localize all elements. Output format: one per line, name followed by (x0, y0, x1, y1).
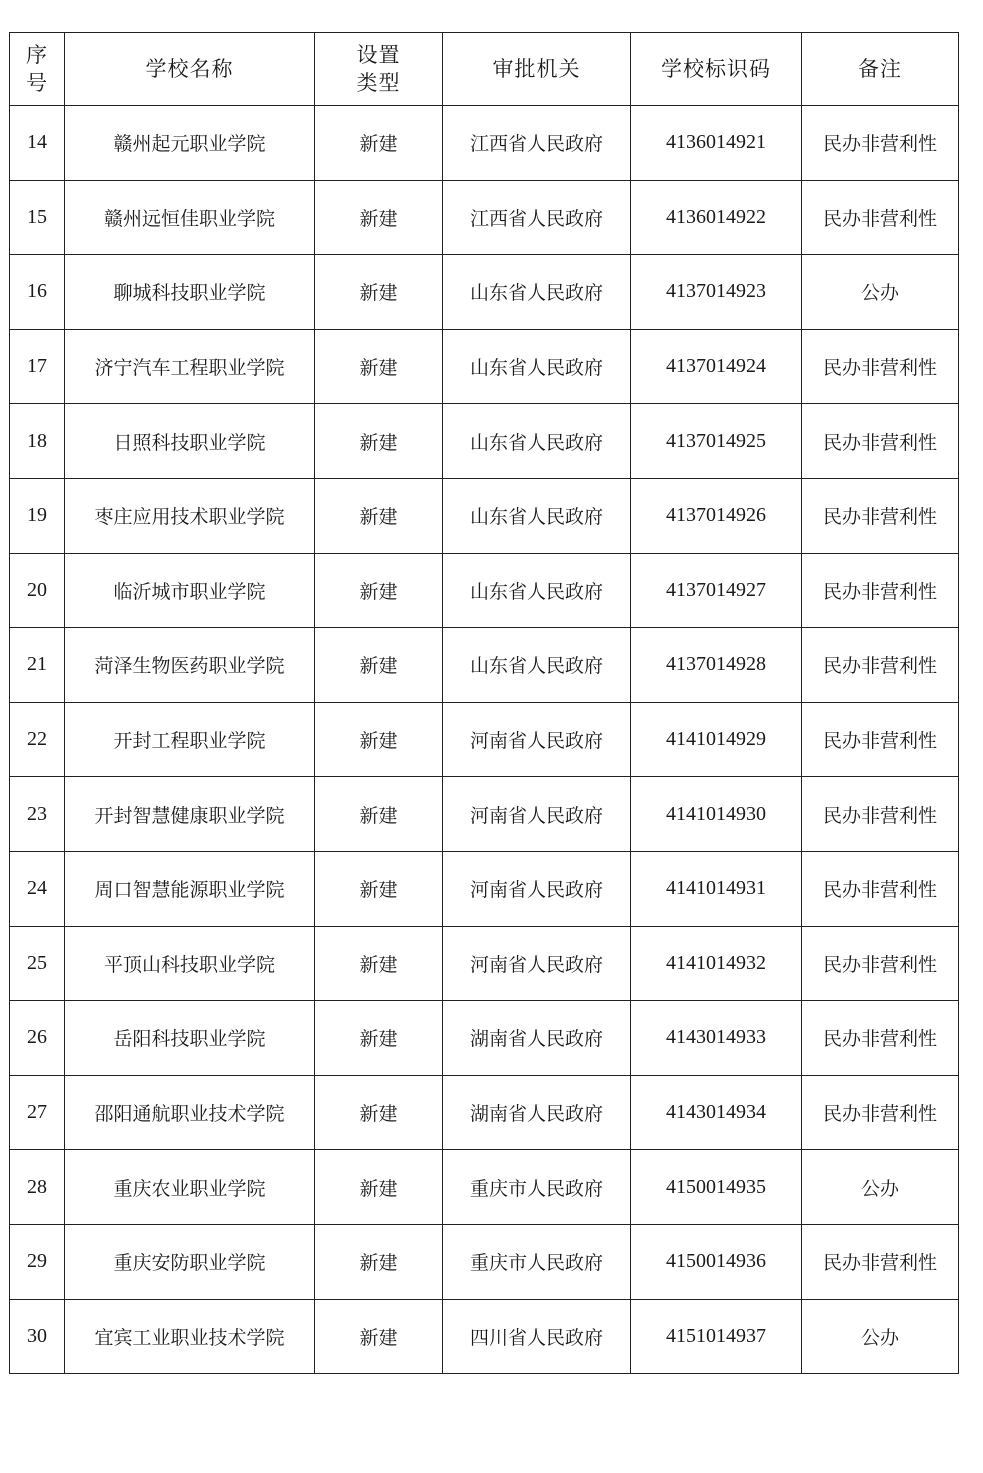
cell-setup-type: 新建 (315, 1224, 443, 1299)
cell-school-code: 4141014931 (631, 851, 802, 926)
cell-remark: 民办非营利性 (802, 180, 959, 255)
cell-seq: 24 (10, 851, 65, 926)
cell-school-name: 聊城科技职业学院 (65, 255, 315, 330)
table-body (10, 106, 959, 1374)
cell-setup-type: 新建 (315, 404, 443, 479)
cell-seq: 28 (10, 1150, 65, 1225)
cell-remark: 民办非营利性 (802, 702, 959, 777)
header-setup-type: 设置类型 (315, 33, 443, 106)
cell-remark: 民办非营利性 (802, 777, 959, 852)
cell-school-name: 赣州起元职业学院 (65, 106, 315, 181)
cell-school-code: 4143014933 (631, 1001, 802, 1076)
table-header-row (10, 33, 959, 106)
cell-setup-type: 新建 (315, 1150, 443, 1225)
cell-approval-authority: 山东省人民政府 (443, 478, 631, 553)
cell-approval-authority: 山东省人民政府 (443, 255, 631, 330)
cell-school-code: 4151014937 (631, 1299, 802, 1374)
cell-approval-authority: 河南省人民政府 (443, 777, 631, 852)
cell-approval-authority: 江西省人民政府 (443, 180, 631, 255)
table-row (10, 404, 959, 479)
cell-remark: 民办非营利性 (802, 1224, 959, 1299)
table-row (10, 702, 959, 777)
header-school-name: 学校名称 (65, 33, 315, 106)
cell-setup-type: 新建 (315, 851, 443, 926)
cell-seq: 21 (10, 628, 65, 703)
header-seq: 序号 (10, 33, 65, 106)
cell-seq: 30 (10, 1299, 65, 1374)
cell-school-name: 邵阳通航职业技术学院 (65, 1075, 315, 1150)
cell-setup-type: 新建 (315, 1001, 443, 1076)
cell-approval-authority: 山东省人民政府 (443, 553, 631, 628)
cell-school-code: 4137014928 (631, 628, 802, 703)
table-row (10, 777, 959, 852)
cell-remark: 民办非营利性 (802, 553, 959, 628)
cell-school-name: 赣州远恒佳职业学院 (65, 180, 315, 255)
cell-school-code: 4141014932 (631, 926, 802, 1001)
cell-approval-authority: 河南省人民政府 (443, 851, 631, 926)
cell-school-code: 4141014930 (631, 777, 802, 852)
cell-seq: 25 (10, 926, 65, 1001)
cell-school-code: 4137014924 (631, 329, 802, 404)
cell-seq: 16 (10, 255, 65, 330)
cell-setup-type: 新建 (315, 106, 443, 181)
table-row (10, 1224, 959, 1299)
cell-setup-type: 新建 (315, 628, 443, 703)
cell-seq: 27 (10, 1075, 65, 1150)
cell-approval-authority: 湖南省人民政府 (443, 1075, 631, 1150)
cell-seq: 17 (10, 329, 65, 404)
table-row (10, 1299, 959, 1374)
cell-school-code: 4141014929 (631, 702, 802, 777)
cell-seq: 22 (10, 702, 65, 777)
cell-school-name: 重庆安防职业学院 (65, 1224, 315, 1299)
cell-setup-type: 新建 (315, 255, 443, 330)
cell-remark: 公办 (802, 1299, 959, 1374)
table-row (10, 1001, 959, 1076)
cell-setup-type: 新建 (315, 777, 443, 852)
table-row (10, 478, 959, 553)
cell-school-name: 临沂城市职业学院 (65, 553, 315, 628)
header-remark: 备注 (802, 33, 959, 106)
cell-remark: 民办非营利性 (802, 106, 959, 181)
cell-approval-authority: 重庆市人民政府 (443, 1224, 631, 1299)
cell-remark: 民办非营利性 (802, 851, 959, 926)
cell-seq: 26 (10, 1001, 65, 1076)
cell-approval-authority: 江西省人民政府 (443, 106, 631, 181)
table-row (10, 1150, 959, 1225)
table-row (10, 329, 959, 404)
cell-remark: 民办非营利性 (802, 478, 959, 553)
table-row (10, 1075, 959, 1150)
cell-setup-type: 新建 (315, 329, 443, 404)
cell-remark: 公办 (802, 255, 959, 330)
cell-seq: 23 (10, 777, 65, 852)
cell-school-code: 4143014934 (631, 1075, 802, 1150)
table-row (10, 106, 959, 181)
cell-remark: 民办非营利性 (802, 329, 959, 404)
table-row (10, 926, 959, 1001)
cell-school-code: 4136014921 (631, 106, 802, 181)
header-school-code: 学校标识码 (631, 33, 802, 106)
cell-seq: 18 (10, 404, 65, 479)
table-row (10, 553, 959, 628)
cell-setup-type: 新建 (315, 1075, 443, 1150)
cell-setup-type: 新建 (315, 926, 443, 1001)
cell-school-code: 4150014936 (631, 1224, 802, 1299)
cell-school-code: 4136014922 (631, 180, 802, 255)
cell-school-code: 4137014923 (631, 255, 802, 330)
cell-approval-authority: 河南省人民政府 (443, 926, 631, 1001)
cell-remark: 民办非营利性 (802, 1075, 959, 1150)
cell-approval-authority: 湖南省人民政府 (443, 1001, 631, 1076)
school-list-table (9, 32, 959, 1374)
cell-school-name: 开封工程职业学院 (65, 702, 315, 777)
cell-school-name: 枣庄应用技术职业学院 (65, 478, 315, 553)
cell-school-name: 岳阳科技职业学院 (65, 1001, 315, 1076)
cell-setup-type: 新建 (315, 553, 443, 628)
cell-remark: 民办非营利性 (802, 926, 959, 1001)
header-approval-authority: 审批机关 (443, 33, 631, 106)
cell-school-code: 4150014935 (631, 1150, 802, 1225)
cell-seq: 19 (10, 478, 65, 553)
table-row (10, 628, 959, 703)
cell-seq: 29 (10, 1224, 65, 1299)
cell-school-name: 宜宾工业职业技术学院 (65, 1299, 315, 1374)
cell-setup-type: 新建 (315, 478, 443, 553)
cell-school-name: 开封智慧健康职业学院 (65, 777, 315, 852)
cell-setup-type: 新建 (315, 1299, 443, 1374)
cell-setup-type: 新建 (315, 180, 443, 255)
cell-setup-type: 新建 (315, 702, 443, 777)
school-list-table-container (9, 32, 958, 1374)
cell-remark: 民办非营利性 (802, 1001, 959, 1076)
cell-school-name: 济宁汽车工程职业学院 (65, 329, 315, 404)
cell-school-name: 菏泽生物医药职业学院 (65, 628, 315, 703)
cell-school-name: 平顶山科技职业学院 (65, 926, 315, 1001)
table-row (10, 180, 959, 255)
cell-remark: 民办非营利性 (802, 628, 959, 703)
cell-approval-authority: 四川省人民政府 (443, 1299, 631, 1374)
cell-seq: 20 (10, 553, 65, 628)
cell-school-code: 4137014927 (631, 553, 802, 628)
table-row (10, 851, 959, 926)
cell-approval-authority: 山东省人民政府 (443, 404, 631, 479)
cell-school-name: 重庆农业职业学院 (65, 1150, 315, 1225)
cell-approval-authority: 山东省人民政府 (443, 329, 631, 404)
cell-remark: 民办非营利性 (802, 404, 959, 479)
table-row (10, 255, 959, 330)
cell-seq: 14 (10, 106, 65, 181)
cell-school-name: 日照科技职业学院 (65, 404, 315, 479)
cell-school-code: 4137014926 (631, 478, 802, 553)
cell-approval-authority: 河南省人民政府 (443, 702, 631, 777)
cell-school-code: 4137014925 (631, 404, 802, 479)
cell-seq: 15 (10, 180, 65, 255)
cell-school-name: 周口智慧能源职业学院 (65, 851, 315, 926)
cell-approval-authority: 重庆市人民政府 (443, 1150, 631, 1225)
cell-approval-authority: 山东省人民政府 (443, 628, 631, 703)
cell-remark: 公办 (802, 1150, 959, 1225)
